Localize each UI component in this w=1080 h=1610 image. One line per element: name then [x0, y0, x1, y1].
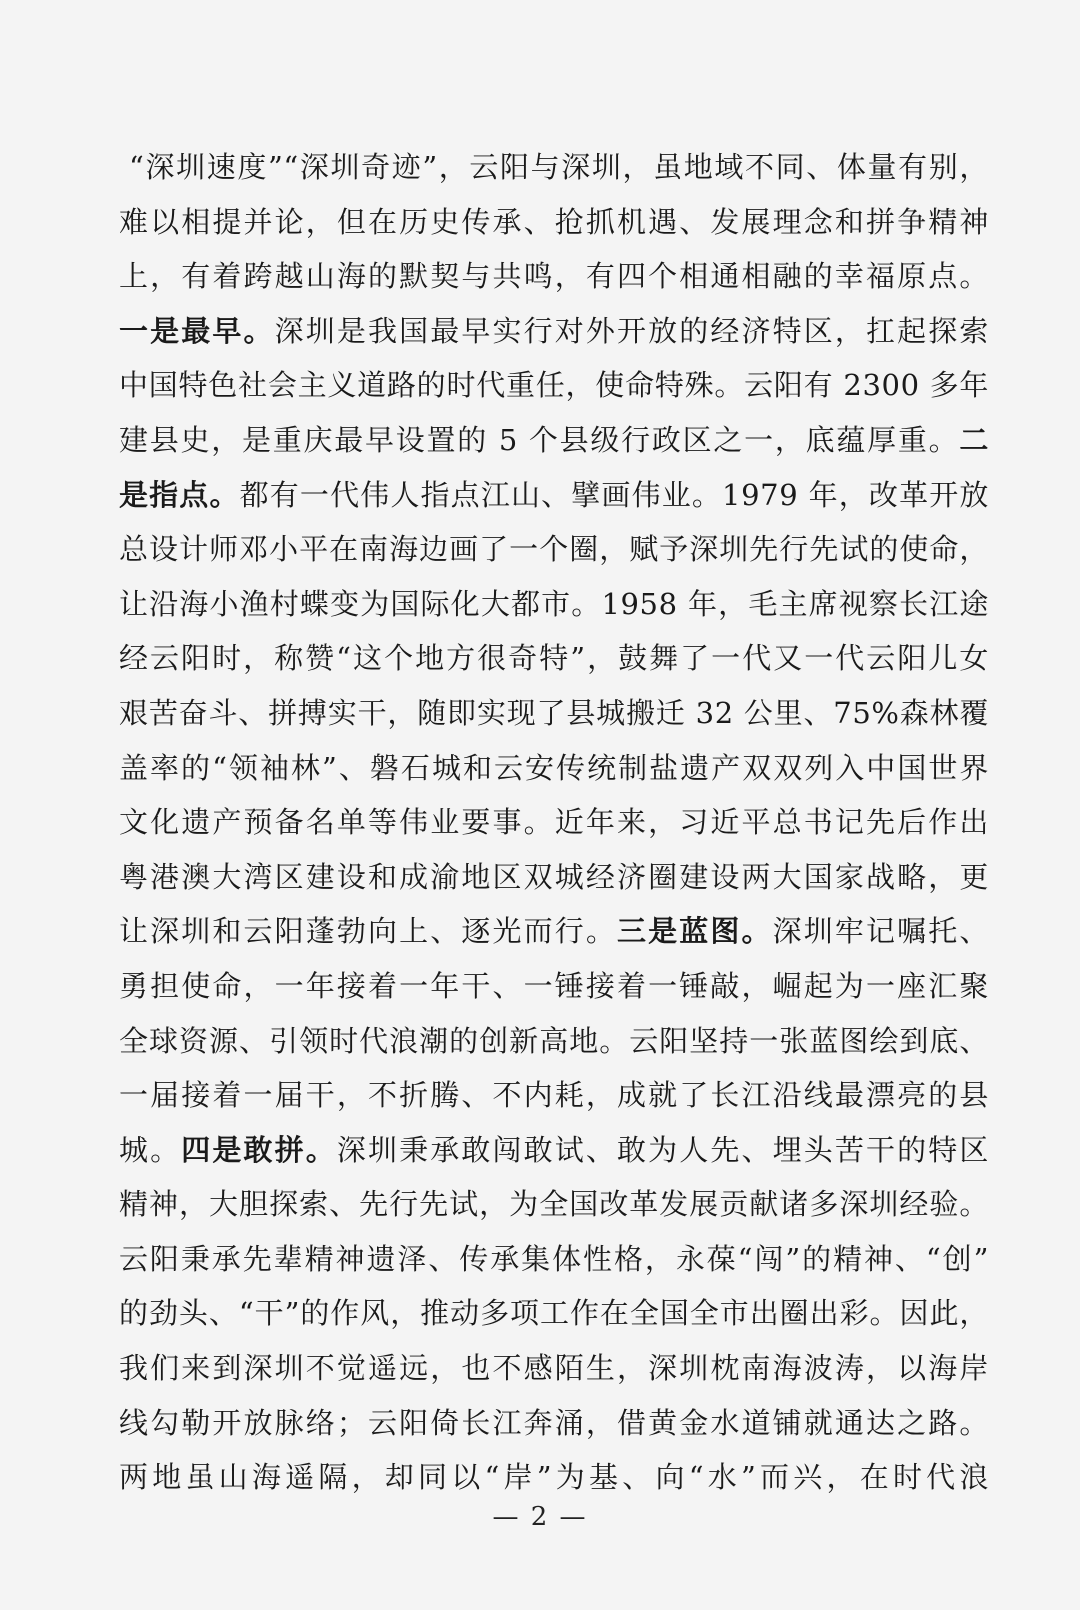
text-segment: 勇担使命，一年接着一年干、一锤接着一锤敲，崛起为一座汇聚: [119, 968, 989, 1003]
text-segment: 都有一代伟人指点江山、擘画伟业。1979 年，改革开放: [239, 477, 989, 512]
text-line: [119, 741, 989, 796]
text-line: [119, 304, 989, 359]
text-line: [119, 1450, 989, 1505]
text-line: [119, 1286, 989, 1341]
text-line: [119, 1396, 989, 1451]
text-line: [119, 1177, 989, 1232]
text-line: [119, 904, 989, 959]
text-line: [119, 522, 989, 577]
bold-heading-phrase: 四是敢拼。: [181, 1132, 337, 1167]
text-segment: 上，有着跨越山海的默契与共鸣，有四个相通相融的幸福原点。: [119, 259, 989, 294]
text-line: [119, 195, 989, 250]
text-line: [119, 577, 989, 632]
text-segment: 云阳秉承先辈精神遗泽、传承集体性格，永葆“闯”的精神、“创”: [119, 1241, 989, 1276]
text-segment: 深圳是我国最早实行对外开放的经济特区，扛起探索: [274, 313, 989, 348]
text-segment: 总设计师邓小平在南海边画了一个圈，赋予深圳先行先试的使命，: [119, 532, 989, 567]
text-segment: 精神，大胆探索、先行先试，为全国改革发展贡献诸多深圳经验。: [119, 1187, 989, 1222]
text-segment: 盖率的“领袖林”、磐石城和云安传统制盐遗产双双列入中国世界: [119, 750, 989, 785]
text-segment: 粤港澳大湾区建设和成渝地区双城经济圈建设两大国家战略，更: [119, 859, 989, 894]
text-segment: 深圳牢记嘱托、: [772, 914, 989, 949]
bold-heading-phrase: 三是蓝图。: [617, 914, 773, 949]
text-segment: “深圳速度”“深圳奇迹”，云阳与深圳，虽地域不同、体量有别，: [129, 150, 989, 184]
text-line: [119, 795, 989, 850]
bold-heading-phrase: 一是最早。: [119, 313, 275, 348]
body-text: [119, 140, 989, 1505]
text-segment: 城。: [119, 1132, 182, 1167]
text-segment: 建县史，是重庆最早设置的 5 个县级行政区之一，底蕴厚重。: [119, 422, 960, 457]
text-line: [119, 468, 989, 523]
text-line: [119, 1068, 989, 1123]
text-segment: 全球资源、引领时代浪潮的创新高地。云阳坚持一张蓝图绘到底、: [119, 1023, 989, 1058]
text-segment: 深圳秉承敢闯敢试、敢为人先、埋头苦干的特区: [336, 1132, 989, 1167]
bold-heading-phrase: 是指点。: [119, 477, 240, 512]
text-segment: 两地虽山海遥隔，却同以“岸”为基、向“水”而兴，在时代浪: [119, 1460, 989, 1495]
text-segment: 的劲头、“干”的作风，推动多项工作在全国全市出圈出彩。因此，: [119, 1296, 989, 1331]
text-segment: 艰苦奋斗、拼搏实干，随即实现了县城搬迁 32 公里、75%森林覆: [119, 695, 989, 730]
text-line: [119, 959, 989, 1014]
text-line: [119, 850, 989, 905]
text-line: [119, 1123, 989, 1178]
text-segment: 我们来到深圳不觉遥远，也不感陌生，深圳枕南海波涛，以海岸: [119, 1351, 989, 1386]
text-line: [119, 413, 989, 468]
text-segment: 文化遗产预备名单等伟业要事。近年来，习近平总书记先后作出: [119, 805, 989, 840]
text-segment: 让深圳和云阳蓬勃向上、逐光而行。: [119, 914, 617, 949]
text-line: [119, 358, 989, 413]
text-line: [119, 140, 989, 195]
text-segment: 中国特色社会主义道路的时代重任，使命特殊。云阳有 2300 多年: [119, 368, 989, 403]
text-segment: 线勾勒开放脉络；云阳倚长江奔涌，借黄金水道铺就通达之路。: [119, 1405, 989, 1440]
text-line: [119, 249, 989, 304]
bold-heading-phrase: 二: [959, 422, 989, 457]
text-segment: 经云阳时，称赞“这个地方很奇特”，鼓舞了一代又一代云阳儿女: [119, 641, 989, 676]
text-segment: 让沿海小渔村蝶变为国际化大都市。1958 年，毛主席视察长江途: [119, 586, 989, 621]
text-line: [119, 1341, 989, 1396]
text-segment: 难以相提并论，但在历史传承、抢抓机遇、发展理念和拼争精神: [119, 204, 989, 239]
text-line: [119, 1014, 989, 1069]
text-line: [119, 631, 989, 686]
text-line: [119, 686, 989, 741]
text-segment: 一届接着一届干，不折腾、不内耗，成就了长江沿线最漂亮的县: [119, 1078, 989, 1113]
page-number: — 2 —: [492, 1502, 588, 1532]
text-line: [119, 1232, 989, 1287]
